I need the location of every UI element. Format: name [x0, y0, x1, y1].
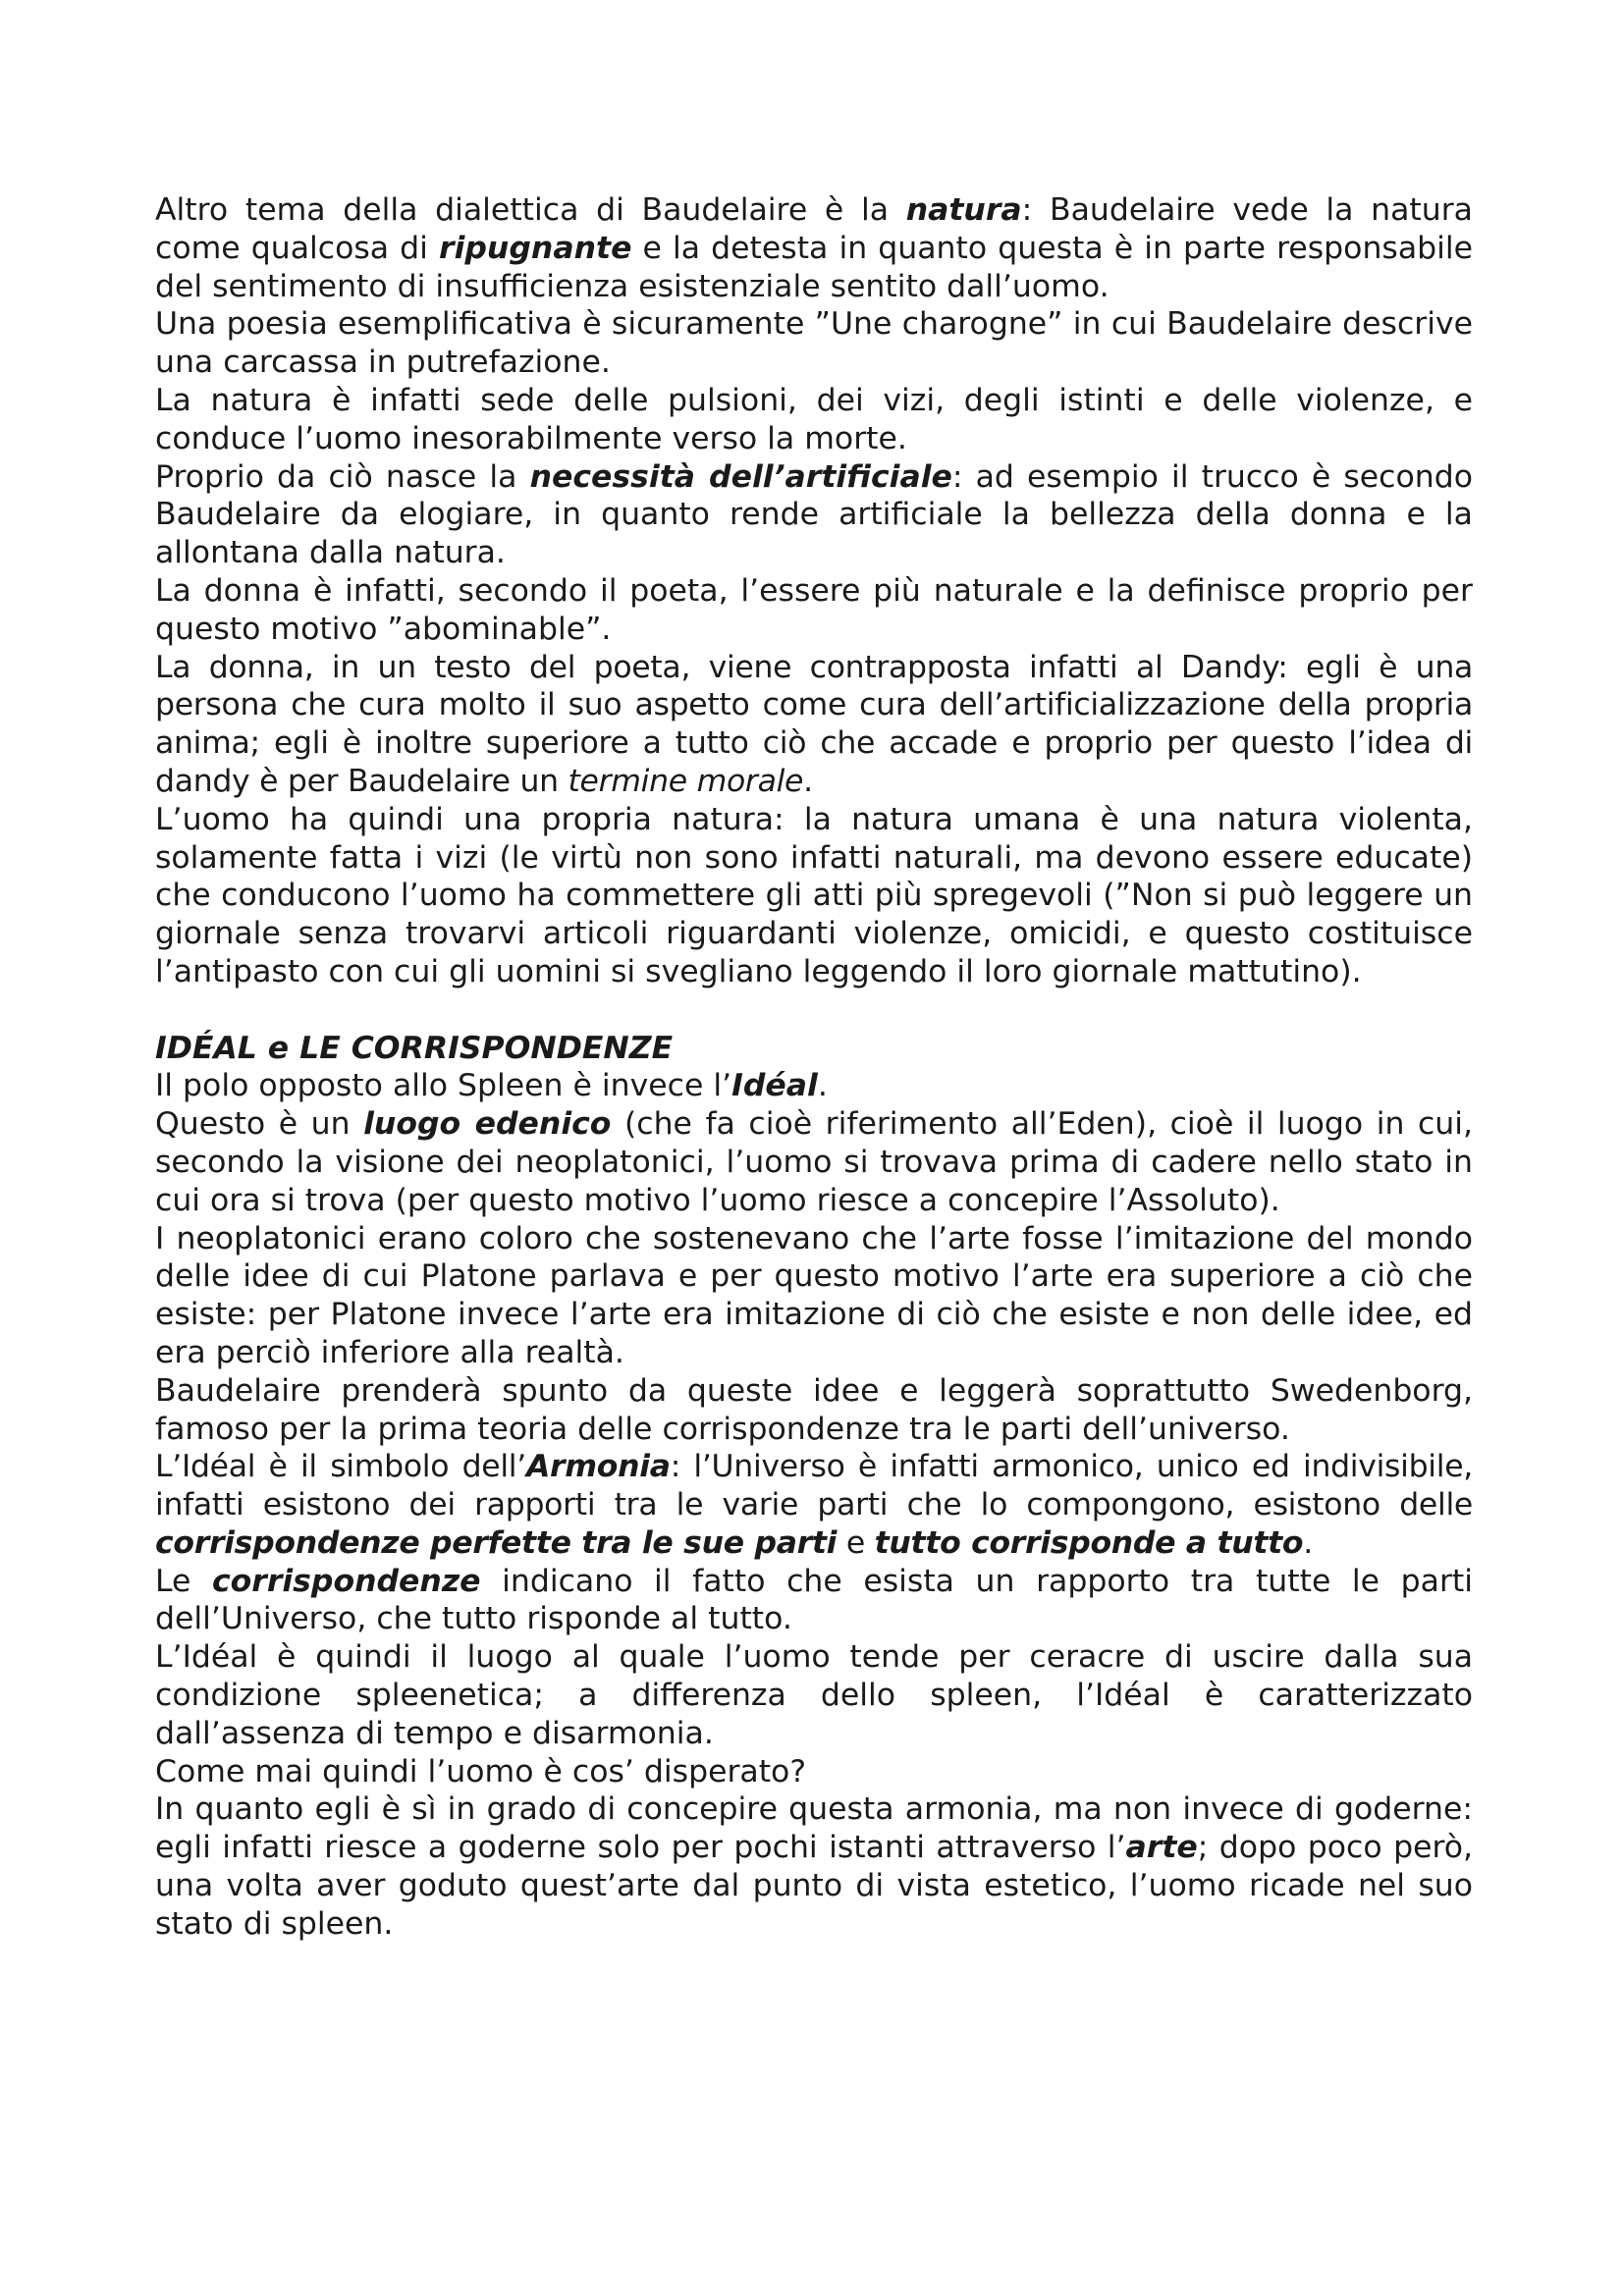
text-segment: . — [1303, 1524, 1313, 1561]
paragraph-q1 — [155, 1067, 1473, 1105]
text-segment: e la detesta in quanto questa è in parte responsabile del sentimento di insufficienza esistenziale sentito dall’uomo. — [155, 230, 1474, 304]
text-segment: : l’Universo è infatti armonico, unico ed indivisibile, infatti esistono dei rapporti tra le varie parti che lo compongono, esistono delle — [155, 1449, 1474, 1523]
paragraph-q8 — [155, 1753, 1473, 1791]
text-segment: Una poesia esemplificativa è sicuramente ”Une charogne” in cui Baudelaire descrive una carcassa in putrefazione. — [155, 306, 1473, 381]
text-segment: La natura è infatti sede delle pulsioni, dei vizi, degli istinti e delle violenze, e conduce l’uomo inesorabilmente verso la morte. — [155, 382, 1473, 456]
text-segment: Altro tema della dialettica di Baudelaire è la — [155, 192, 906, 228]
text-segment: . — [803, 763, 813, 799]
paragraph-q4 — [155, 1372, 1473, 1449]
paragraph-p1 — [155, 191, 1473, 305]
emphasis-term: ripugnante — [439, 230, 632, 266]
paragraph-p5 — [155, 572, 1473, 649]
text-segment: e — [837, 1524, 875, 1561]
text-segment: Proprio da ciò nasce la — [155, 458, 530, 495]
text-segment: Baudelaire prenderà spunto da queste idee e leggerà soprattutto Swedenborg, famoso per la prima teoria delle corrispondenze tra le parti dell’universo. — [155, 1372, 1473, 1447]
emphasis-term: tutto corrisponde a tutto — [874, 1524, 1304, 1561]
text-segment: L’Idéal è quindi il luogo al quale l’uomo tende per ceracre di uscire dalla sua condizione spleenetica; a differenza dello spleen, l’Idéal è caratterizzato dall’assenza di tempo e disarmonia. — [155, 1639, 1473, 1751]
text-segment: In quanto egli è sì in grado di concepire questa armonia, ma non invece di goderne: egli infatti riesce a goderne solo per pochi istanti attraverso l’ — [155, 1791, 1473, 1866]
section-ideal — [155, 1067, 1473, 1943]
paragraph-q6 — [155, 1563, 1473, 1639]
text-segment: indicano il fatto che esista un rapporto tra tutte le parti dell’Universo, che tutto risponde al tutto. — [155, 1563, 1474, 1637]
emphasis-term: arte — [1125, 1830, 1198, 1866]
text-segment: Questo è un — [155, 1106, 364, 1143]
text-segment: : ad esempio il trucco è secondo Baudelaire da elogiare, in quanto rende artificiale la bellezza della donna e la allontana dalla natura. — [155, 458, 1473, 571]
paragraph-p2 — [155, 305, 1473, 382]
emphasis-term: Armonia — [525, 1449, 671, 1485]
text-segment: (che fa cioè riferimento all’Eden), cioè il luogo in cui, secondo la visione dei neoplatonici, l’uomo si trovava prima di cadere nello stato in cui ora si trova (per questo motivo l’uomo riesce a concepire l’Assoluto). — [155, 1106, 1473, 1218]
italic-term: termine morale — [568, 763, 804, 799]
emphasis-term: luogo edenico — [363, 1106, 612, 1143]
document-body — [155, 191, 1473, 1944]
text-segment: Le — [155, 1563, 212, 1599]
text-segment: Come mai quindi l’uomo è cos’ disperato? — [155, 1753, 807, 1789]
paragraph-q7 — [155, 1638, 1473, 1752]
emphasis-term: corrispondenze — [211, 1563, 481, 1599]
text-segment: Il polo opposto allo Spleen è invece l’ — [155, 1068, 732, 1104]
text-segment: L’uomo ha quindi una propria natura: la natura umana è una natura violenta, solamente fatta i vizi (le virtù non sono infatti naturali, ma devono essere educate) che conducono l’uomo ha commettere gli atti più spregevoli (”Non si può leggere un giornale senza trovarvi articoli riguardanti violenze, omicidi, e questo costituisce l’antipasto con cui gli uomini si svegliano leggendo il loro giornale mattutino). — [155, 801, 1473, 989]
paragraph-q5 — [155, 1448, 1473, 1562]
text-segment: ; dopo poco però, una volta aver goduto quest’arte dal punto di vista estetico, l’uomo ricade nel suo stato di spleen. — [155, 1830, 1473, 1942]
paragraph-p7 — [155, 801, 1473, 991]
paragraph-p6 — [155, 649, 1473, 801]
text-segment: I neoplatonici erano coloro che sostenevano che l’arte fosse l’imitazione del mondo delle idee di cui Platone parlava e per questo motivo l’arte era superiore a ciò che esiste: per Platone invece l’arte era imitazione di ciò che esiste e non delle idee, ed era perciò inferiore alla realtà. — [155, 1220, 1473, 1370]
section-heading: IDÉAL e LE CORRISPONDENZE — [155, 1030, 674, 1066]
text-segment: La donna è infatti, secondo il poeta, l’essere più naturale e la definisce proprio per questo motivo ”abominable”. — [155, 572, 1473, 647]
text-segment: . — [817, 1068, 828, 1104]
emphasis-term: necessità dell’artificiale — [529, 458, 952, 495]
text-segment: : Baudelaire vede la natura come qualcosa di — [155, 192, 1473, 266]
text-segment: La donna, in un testo del poeta, viene contrapposta infatti al Dandy: egli è una persona che cura molto il suo aspetto come cura dell’artificializzazione della propria anima; egli è inoltre superiore a tutto ciò che accade e proprio per questo l’idea di dandy è per Baudelaire un — [155, 649, 1473, 799]
paragraph-p3 — [155, 382, 1473, 458]
paragraph-q3 — [155, 1220, 1473, 1372]
paragraph-q9 — [155, 1790, 1473, 1943]
paragraph-p4 — [155, 458, 1473, 572]
paragraph-q2 — [155, 1105, 1473, 1219]
text-segment: L’Idéal è il simbolo dell’ — [155, 1449, 526, 1485]
emphasis-term: corrispondenze perfette tra le sue parti — [155, 1524, 838, 1561]
emphasis-term: Idéal — [731, 1068, 818, 1104]
emphasis-term: natura — [905, 192, 1022, 228]
section-natura — [155, 191, 1473, 991]
